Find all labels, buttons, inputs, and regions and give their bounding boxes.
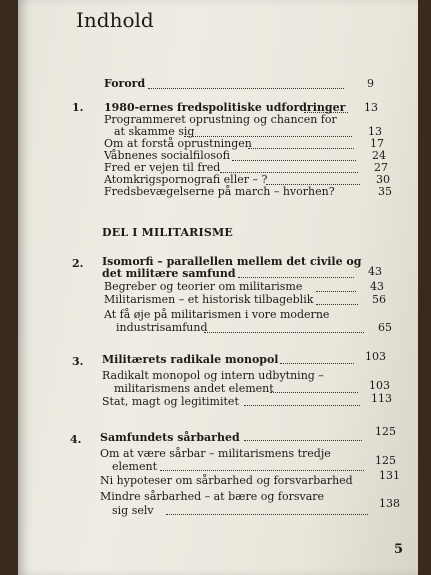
page-number: 125 (375, 454, 396, 467)
page-number: 35 (378, 185, 392, 198)
toc-entry-ch4: Samfundets sårbarhed (100, 431, 240, 444)
toc-entry-line: det militære samfund (102, 267, 236, 280)
toc-entry-line: Om at være sårbar – militarismens tredje (100, 447, 331, 460)
dot-leader (316, 304, 358, 305)
toc-entry-line: Begreber og teorier om militarisme (104, 280, 303, 293)
dot-leader (148, 88, 344, 89)
dot-leader (316, 291, 356, 292)
chapter-number: 2. (72, 257, 84, 270)
chapter-number: 1. (72, 101, 84, 114)
toc-entry-line: Programmeret oprustning og chancen for (104, 113, 337, 126)
dot-leader (244, 405, 360, 406)
dot-leader (160, 470, 364, 471)
toc-entry-line: Radikalt monopol og intern udbytning – (102, 369, 324, 382)
toc-entry-line: Militarismen – et historisk tilbageblik (104, 293, 314, 306)
page-number: 131 (379, 469, 400, 482)
toc-entry-line: industrisamfund (116, 321, 208, 334)
dot-leader (232, 160, 356, 161)
page-number: 138 (379, 497, 400, 510)
toc-entry-line: Mindre sårbarhed – at bære og forsvare (100, 490, 325, 503)
toc-entry-forord: Forord (104, 77, 146, 90)
toc-entry-line: element (112, 460, 157, 473)
dot-leader (248, 148, 354, 149)
page-number: 13 (364, 101, 378, 114)
dot-leader (204, 332, 364, 333)
page-number: 43 (368, 265, 382, 278)
page-number: 24 (372, 149, 386, 162)
page-number: 125 (375, 425, 396, 438)
page-number: 103 (369, 379, 390, 392)
dot-leader (270, 392, 358, 393)
page-number: 113 (371, 392, 392, 405)
chapter-number: 3. (72, 355, 84, 368)
part-heading: DEL I MILITARISME (102, 226, 233, 239)
page-number: 30 (376, 173, 390, 186)
dot-leader (280, 363, 354, 364)
page-number: 17 (370, 137, 384, 150)
toc-entry-ch3: Militærets radikale monopol (102, 353, 279, 366)
page-title: Indhold (76, 8, 154, 32)
page-number: 9 (367, 77, 374, 90)
dot-leader (244, 440, 362, 441)
folio-page-number: 5 (394, 542, 404, 557)
page-number: 27 (374, 161, 388, 174)
toc-entry-ch1: 1980-ernes fredspolitiske udfordringer (104, 101, 346, 114)
toc-entry-line: Fredsbevægelserne på march – hvorhen? (104, 185, 335, 198)
book-page (18, 0, 418, 575)
toc-entry-line: Ni hypoteser om sårbarhed og forsvarbarhed (100, 474, 353, 487)
toc-entry-line: Om at forstå oprustningen (104, 137, 252, 150)
dot-leader (166, 514, 368, 515)
toc-entry-line: militarismens andet element (114, 382, 274, 395)
page-number: 13 (368, 125, 382, 138)
toc-entry-line: Våbnenes socialfilosofi (104, 149, 230, 162)
toc-entry-line: Fred er vejen til fred (104, 161, 221, 174)
toc-entry-line: sig selv (112, 504, 154, 517)
toc-entry-line: Stat, magt og legitimitet (102, 395, 239, 408)
page-number: 56 (372, 293, 386, 306)
toc-entry-line: at skamme sig (114, 125, 195, 138)
chapter-number: 4. (70, 433, 82, 446)
page-number: 65 (378, 321, 392, 334)
page-number: 43 (370, 280, 384, 293)
toc-entry-ch2: Isomorfi – parallellen mellem det civile og (102, 255, 362, 268)
toc-entry-line: Atomkrigspornografi eller – ? (104, 173, 268, 186)
page-number: 103 (365, 350, 386, 363)
toc-entry-line: At få øje på militarismen i vore moderne (104, 308, 330, 321)
dot-leader (238, 277, 354, 278)
